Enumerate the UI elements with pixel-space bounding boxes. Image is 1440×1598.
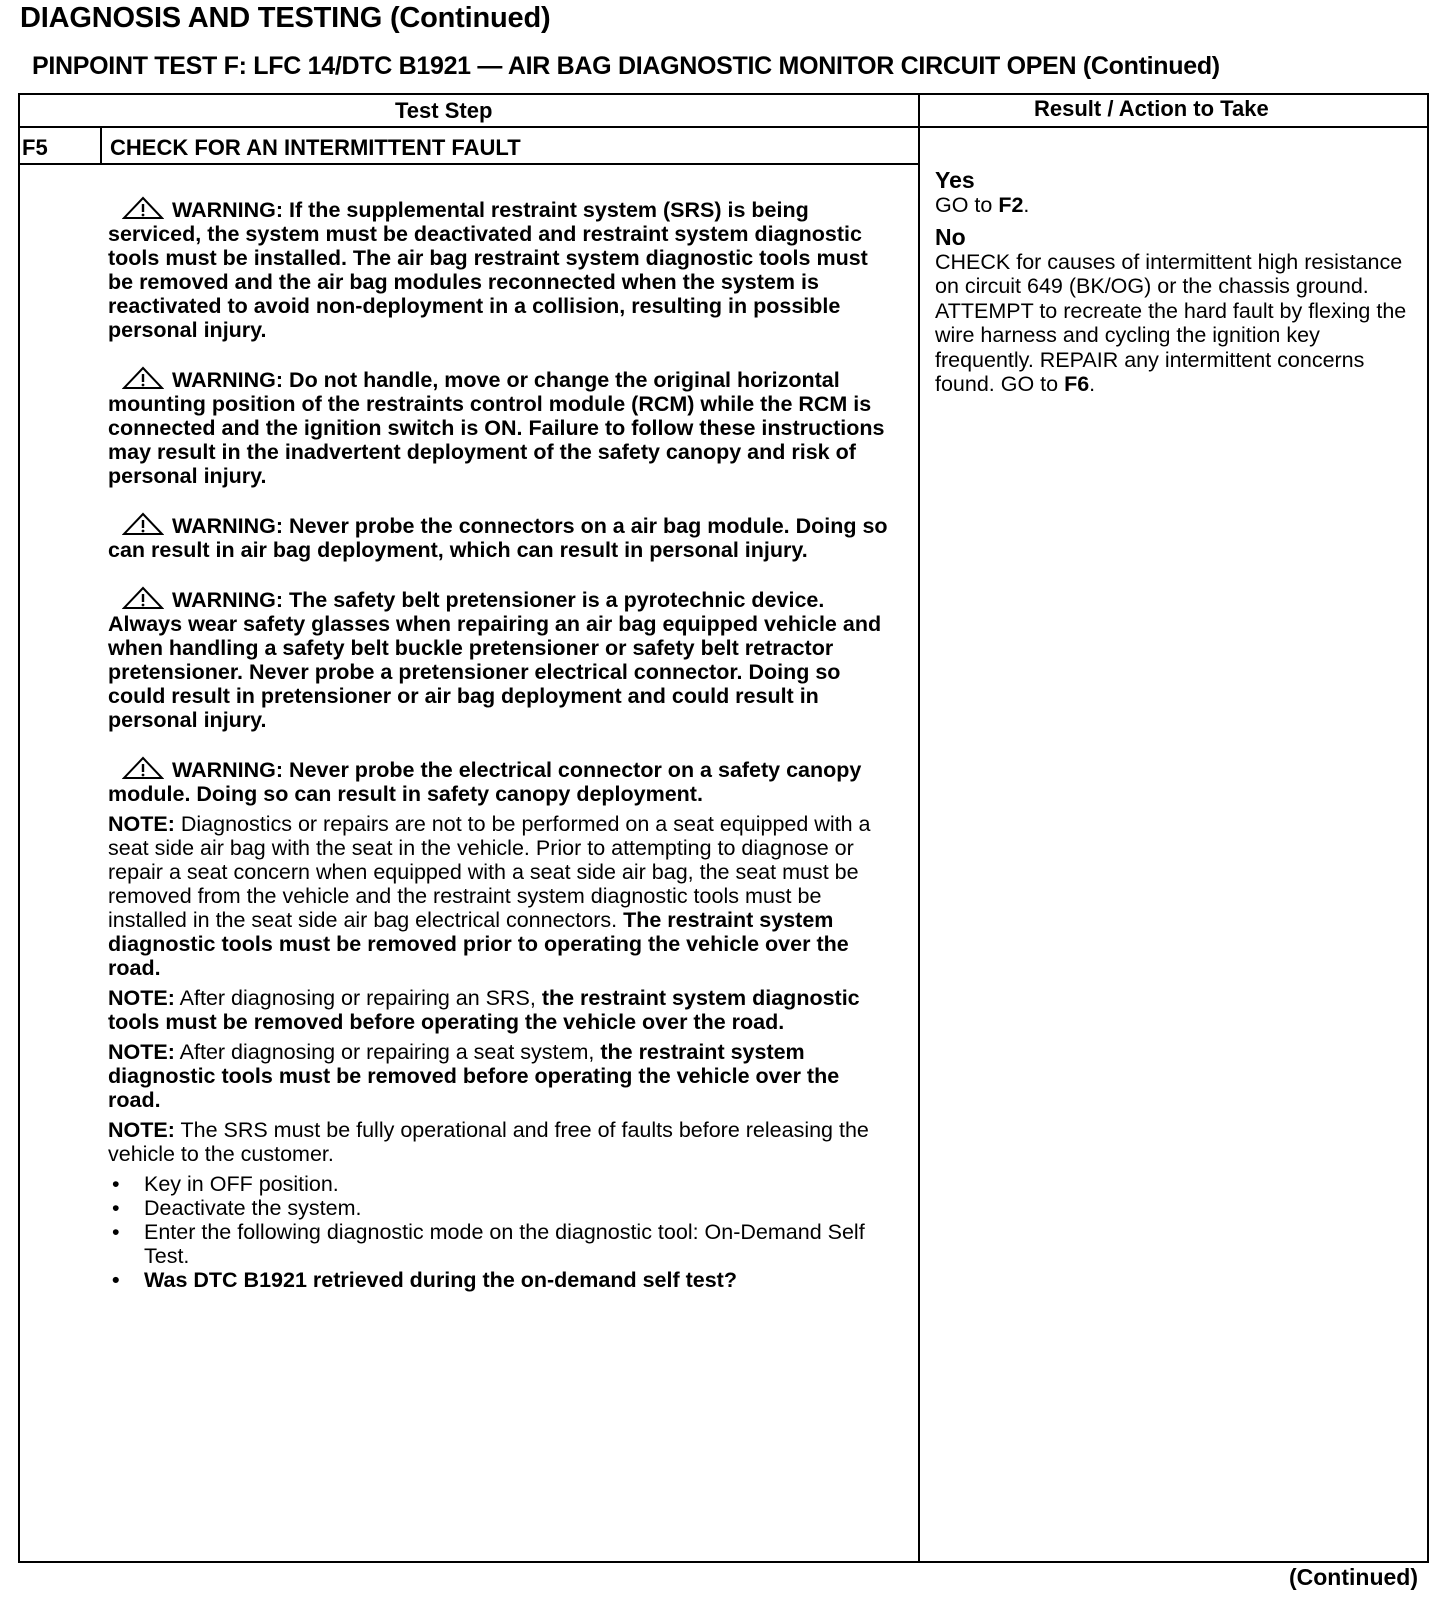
pinpoint-test-subtitle: PINPOINT TEST F: LFC 14/DTC B1921 — AIR BAG DIAGNOSTIC MONITOR CIRCUIT OPEN (Continued) — [32, 52, 1220, 80]
note-label: NOTE: — [108, 1040, 175, 1064]
note-block — [108, 986, 888, 1034]
step-id-divider — [100, 126, 102, 164]
warning-triangle-icon — [122, 756, 164, 780]
note-text: Diagnostics or repairs are not to be performed on a seat equipped with a seat side air bag with the seat in the vehicle. Prior to attempting to diagnose or repair a seat concern when equipped with a seat side air bag, the seat must be removed from the vehicle and the restraint system diagnostic tools must be installed in the seat side air bag electrical connectors. — [108, 812, 871, 932]
note-label: NOTE: — [108, 986, 175, 1010]
warning-block — [108, 586, 888, 732]
warning-text: WARNING: The safety belt pretensioner is a pyrotechnic device. Always wear safety glasses when repairing an air bag equipped vehicle and when handling a safety belt buckle pretensioner or safety belt retractor pretensioner. Never probe a pretensioner electrical connector. Doing so could result in pretensioner or air bag deployment and could result in personal injury. — [108, 588, 882, 732]
list-item-question: • Was DTC B1921 retrieved during the on-demand self test? — [108, 1268, 888, 1292]
step-title: CHECK FOR AN INTERMITTENT FAULT — [110, 135, 521, 160]
step-id: F5 — [22, 135, 48, 160]
warning-block — [108, 196, 888, 342]
warning-triangle-icon — [122, 196, 164, 220]
warning-triangle-icon — [122, 512, 164, 536]
result-yes-target: F2 — [998, 192, 1024, 217]
note-text: The SRS must be fully operational and free of faults before releasing the vehicle to the customer. — [108, 1118, 869, 1166]
column-divider — [918, 93, 920, 1563]
list-item: • Enter the following diagnostic mode on the diagnostic tool: On-Demand Self Test. — [108, 1220, 888, 1268]
result-action-content — [935, 168, 1420, 397]
list-item: • Key in OFF position. — [108, 1172, 888, 1196]
result-yes-text: GO to — [935, 192, 999, 217]
note-text: After diagnosing or repairing a seat system, — [174, 1040, 601, 1064]
result-no-label: No — [935, 224, 966, 250]
header-row-divider — [18, 126, 1429, 128]
column-header-test-step: Test Step — [395, 98, 493, 123]
result-no-action — [935, 250, 1420, 397]
warning-triangle-icon — [122, 586, 164, 610]
result-yes-action — [935, 193, 1420, 218]
warning-triangle-icon — [122, 366, 164, 390]
column-header-result: Result / Action to Take — [1034, 96, 1269, 121]
note-emphasis: The restraint system diagnostic tools must be removed prior to operating the vehicle over the road. — [108, 908, 849, 980]
note-block — [108, 1040, 888, 1112]
list-item: • Deactivate the system. — [108, 1196, 888, 1220]
note-emphasis: the restraint system diagnostic tools must be removed before operating the vehicle over the road. — [108, 986, 860, 1034]
note-text: After diagnosing or repairing an SRS, — [174, 986, 542, 1010]
note-block — [108, 812, 888, 980]
result-no-text: CHECK for causes of intermittent high resistance on circuit 649 (BK/OG) or the chassis ground. ATTEMPT to recreate the hard fault by flexing the wire harness and cycling the ignition key frequently. REPAIR any intermittent concerns found. GO to — [935, 249, 1407, 396]
step-row-divider — [18, 163, 918, 165]
warning-text: WARNING: Never probe the connectors on a air bag module. Doing so can result in air bag deployment, which can result in personal injury. — [108, 514, 888, 562]
warning-text: WARNING: If the supplemental restraint system (SRS) is being serviced, the system must be deactivated and restraint system diagnostic tools must be installed. The air bag restraint system diagnostic tools must be removed and the air bag modules reconnected when the system is reactivated to avoid non-deployment in a collision, resulting in possible personal injury. — [108, 198, 868, 342]
warning-block — [108, 366, 888, 488]
warning-block — [108, 512, 888, 562]
note-emphasis: the restraint system diagnostic tools must be removed before operating the vehicle over the road. — [108, 1040, 840, 1112]
result-yes-end: . — [1023, 192, 1030, 217]
continued-footer: (Continued) — [1288, 1564, 1418, 1590]
page-title: DIAGNOSIS AND TESTING (Continued) — [20, 2, 551, 34]
note-block — [108, 1118, 888, 1166]
note-label: NOTE: — [108, 1118, 175, 1142]
warning-block — [108, 756, 888, 806]
result-no-end: . — [1089, 372, 1096, 396]
step-list — [108, 1172, 888, 1292]
test-step-content — [108, 196, 888, 1292]
note-label: NOTE: — [108, 812, 175, 836]
warning-text: WARNING: Do not handle, move or change the original horizontal mounting position of the restraints control module (RCM) while the RCM is connected and the ignition switch is ON. Failure to follow these instructions may result in the inadvertent deployment of the safety canopy and risk of personal injury. — [108, 368, 885, 488]
result-no-target: F6 — [1064, 372, 1090, 396]
result-yes-label: Yes — [935, 167, 975, 193]
warning-text: WARNING: Never probe the electrical connector on a safety canopy module. Doing so can result in safety canopy deployment. — [108, 758, 862, 806]
